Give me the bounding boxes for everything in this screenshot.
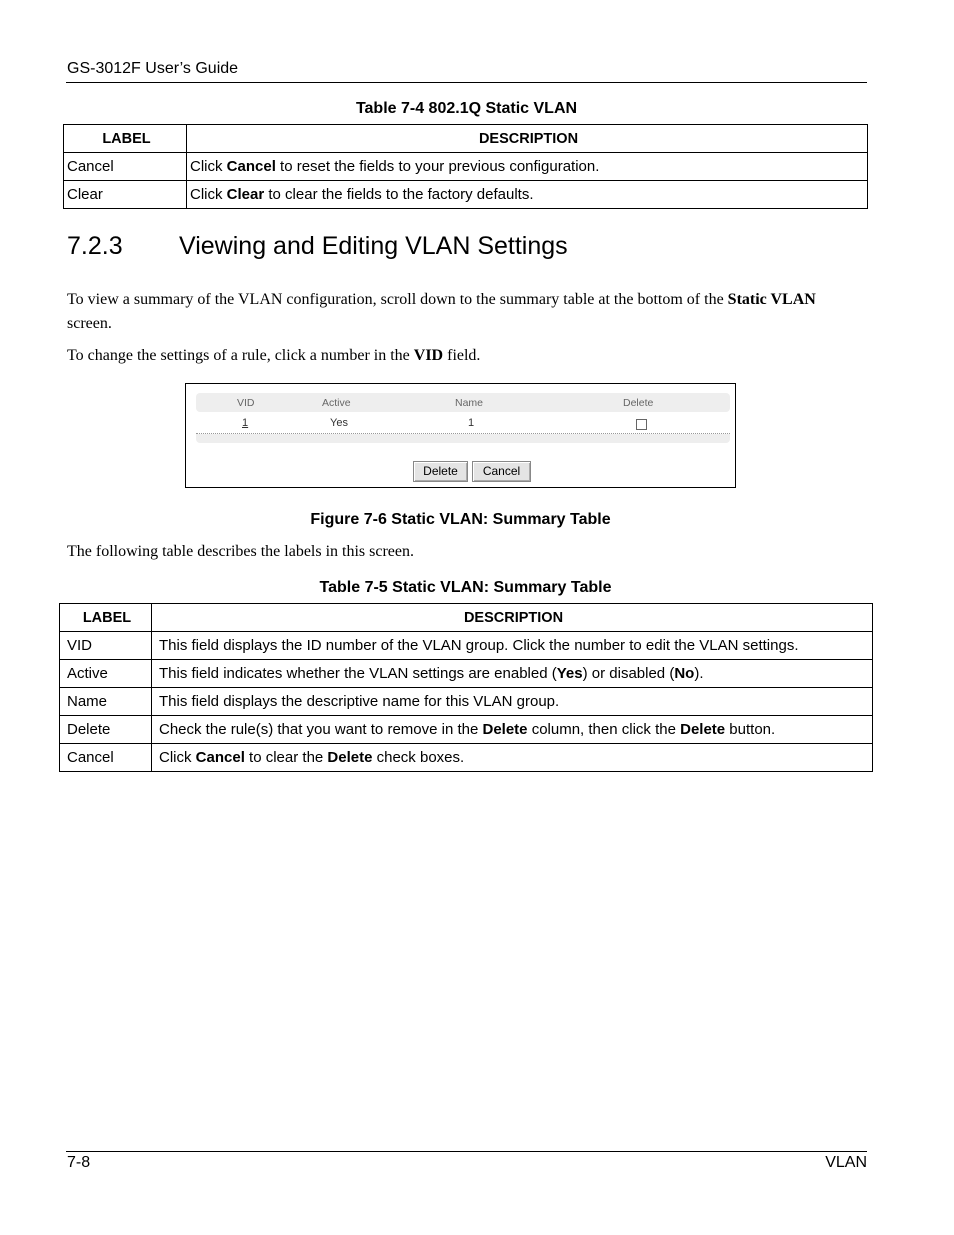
vid-link[interactable]: 1: [242, 417, 249, 429]
row-description: Click Cancel to reset the fields to your previous configuration.: [187, 153, 868, 181]
row-description: This field indicates whether the VLAN settings are enabled (Yes) or disabled (No).: [152, 660, 873, 688]
row-label: VID: [60, 632, 152, 660]
table-row: [60, 632, 873, 660]
row-description: Check the rule(s) that you want to remove in the Delete column, then click the Delete button.: [152, 716, 873, 744]
summary-table-row: [196, 415, 730, 432]
table-row: [64, 181, 868, 209]
delete-column-header: Delete: [623, 397, 654, 409]
row-label: Delete: [60, 716, 152, 744]
table2-caption: Table 7-5 Static VLAN: Summary Table: [319, 579, 612, 596]
header-rule: [66, 82, 867, 83]
figure-caption: Figure 7-6 Static VLAN: Summary Table: [310, 511, 611, 528]
row-label: Cancel: [60, 744, 152, 772]
table-row: [60, 688, 873, 716]
summary-table-header: [196, 393, 730, 412]
page-number: 7-8: [67, 1154, 91, 1171]
footer-rule: [66, 1151, 867, 1152]
table-row: [60, 716, 873, 744]
summary-table-footer: [196, 434, 730, 443]
section-title: Viewing and Editing VLAN Settings: [179, 232, 568, 260]
chapter-name: VLAN: [825, 1154, 867, 1171]
row-label: Clear: [64, 181, 187, 209]
name-value: 1: [468, 417, 475, 429]
table2-description-header: DESCRIPTION: [152, 604, 873, 632]
row-label: Cancel: [64, 153, 187, 181]
section-heading: [67, 232, 568, 261]
paragraph-summary: To view a summary of the VLAN configuration, scroll down to the summary table at the bottom of the Static VLAN screen.: [67, 291, 816, 332]
delete-checkbox[interactable]: [636, 419, 647, 430]
row-description: This field displays the descriptive name for this VLAN group.: [152, 688, 873, 716]
table-row: [60, 744, 873, 772]
table1-header-row: [64, 125, 868, 153]
table1-label-header: LABEL: [64, 125, 187, 153]
table2: [59, 603, 873, 772]
name-column-header: Name: [455, 397, 484, 409]
row-label: Active: [60, 660, 152, 688]
row-description: This field displays the ID number of the VLAN group. Click the number to edit the VLAN settings.: [152, 632, 873, 660]
table1: [63, 124, 868, 209]
table1-description-header: DESCRIPTION: [187, 125, 868, 153]
row-description: Click Clear to clear the fields to the factory defaults.: [187, 181, 868, 209]
active-value: Yes: [330, 417, 348, 429]
summary-table-figure: [185, 383, 736, 488]
paragraph-change-settings: To change the settings of a rule, click a number in the VID field.: [67, 347, 481, 364]
table1-caption: Table 7-4 802.1Q Static VLAN: [355, 100, 578, 117]
row-description: Click Cancel to clear the Delete check boxes.: [152, 744, 873, 772]
row-label: Name: [60, 688, 152, 716]
section-number: 7.2.3: [67, 232, 123, 260]
table2-label-header: LABEL: [60, 604, 152, 632]
vid-column-header: VID: [237, 397, 255, 409]
delete-button[interactable]: Delete: [413, 461, 468, 482]
table-row: [60, 660, 873, 688]
table2-header-row: [60, 604, 873, 632]
active-column-header: Active: [322, 397, 351, 409]
table-row: [64, 153, 868, 181]
running-header: GS-3012F User’s Guide: [67, 60, 239, 77]
cancel-button[interactable]: Cancel: [472, 461, 531, 482]
paragraph-table-intro: The following table describes the labels in this screen.: [67, 543, 415, 560]
